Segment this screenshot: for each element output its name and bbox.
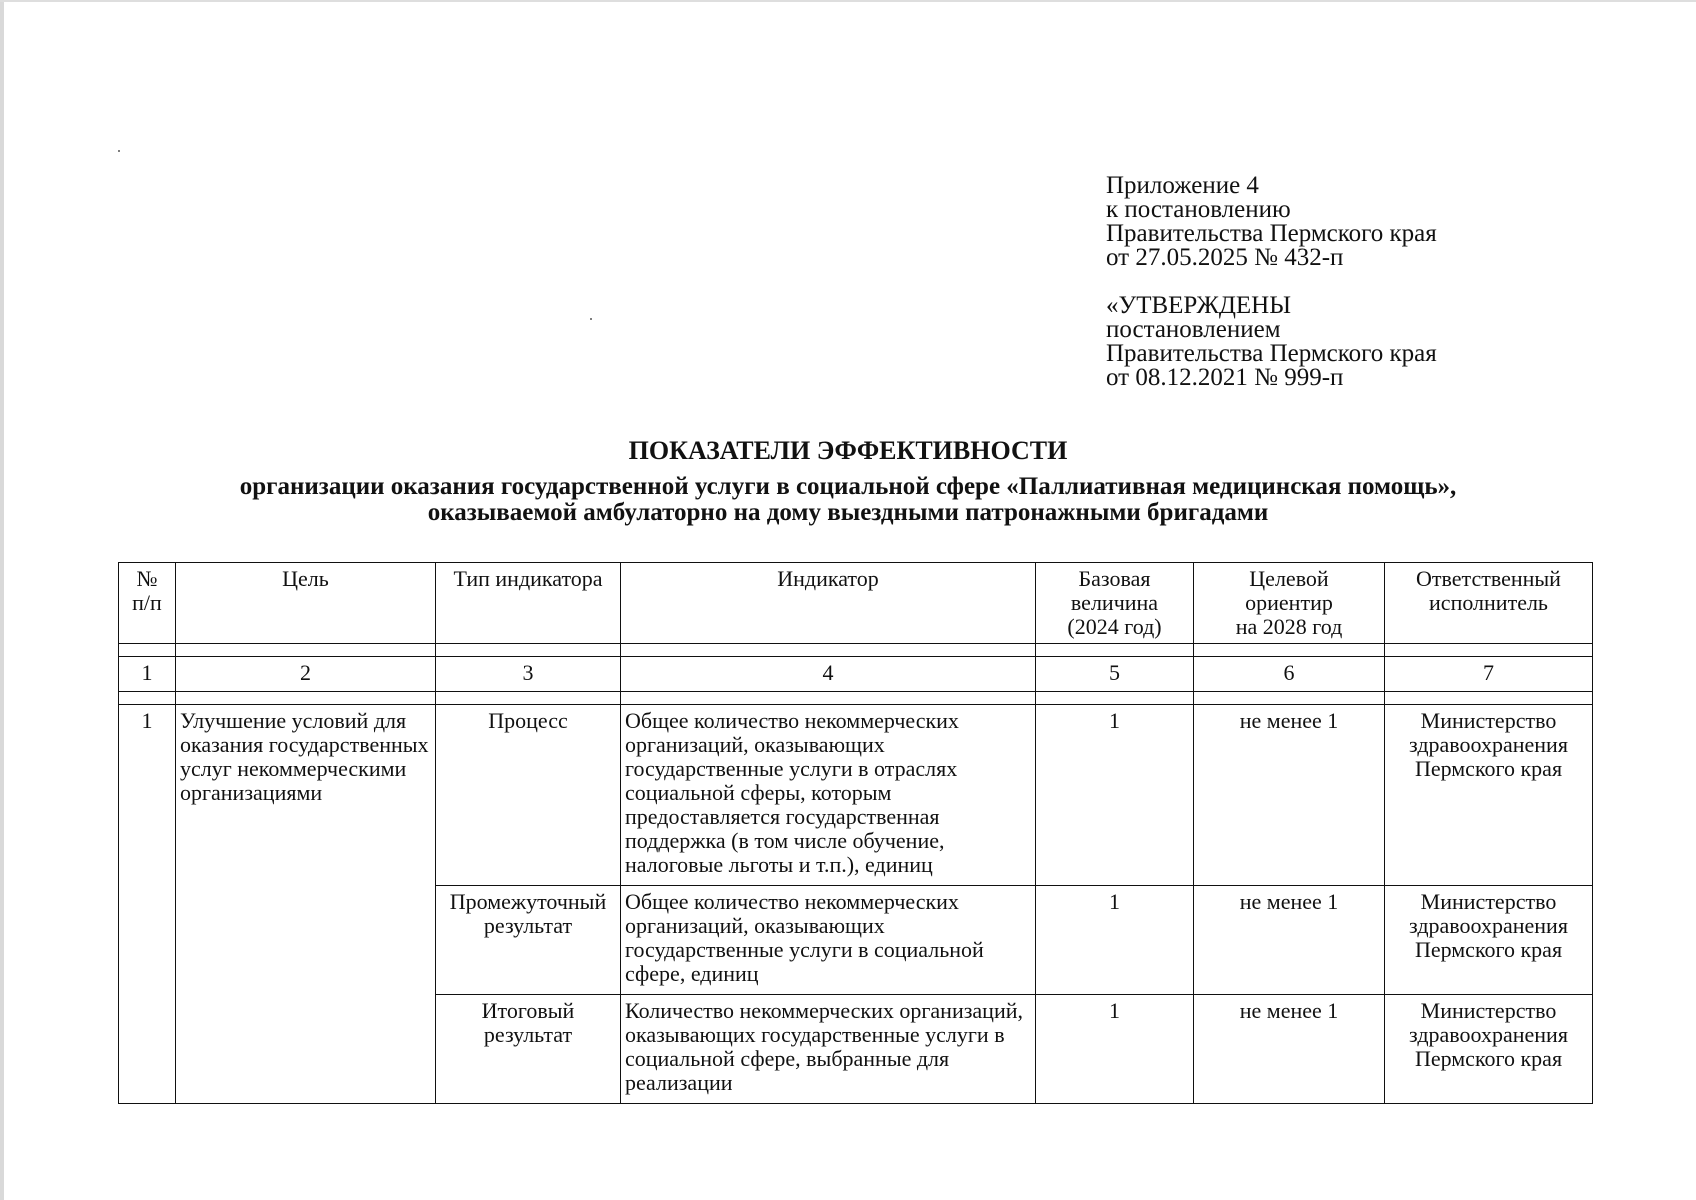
table-separator-row [119, 692, 1593, 705]
subtitle-line: организации оказания государственной услуги в социальной сфере «Паллиативная медицинская помощь», [239, 473, 1457, 500]
annex-block [1106, 174, 1437, 390]
column-number: 1 [119, 657, 176, 692]
annex-line: к постановлению [1106, 196, 1291, 223]
subtitle-line: оказываемой амбулаторно на дому выездными патронажными бригадами [427, 499, 1269, 526]
header-cell-target: Целевой ориентир на 2028 год [1194, 563, 1385, 644]
annex-line: Правительства Пермского края [1106, 220, 1437, 247]
indicator-cell: Общее количество некоммерческих организаций, оказывающих государственные услуги в отраслях социальной сферы, которым предоставляется государственная поддержка (в том числе обучение, налоговые льготы и т.п.), единиц [621, 705, 1036, 886]
target-cell: не менее 1 [1194, 995, 1385, 1104]
header-cell-goal: Цель [176, 563, 436, 644]
column-number: 6 [1194, 657, 1385, 692]
table-row [119, 705, 1593, 886]
indicator-type-cell: Процесс [436, 705, 621, 886]
executor-cell: Министерство здравоохранения Пермского края [1385, 705, 1593, 886]
column-number-row [119, 657, 1593, 692]
column-number: 7 [1385, 657, 1593, 692]
executor-cell: Министерство здравоохранения Пермского края [1385, 886, 1593, 995]
column-number: 3 [436, 657, 621, 692]
base-value-cell: 1 [1036, 995, 1194, 1104]
approval-line: постановлением [1106, 316, 1281, 343]
indicator-cell: Количество некоммерческих организаций, оказывающих государственные услуги в социальной сфере, выбранные для реализации [621, 995, 1036, 1104]
scan-speck [118, 150, 120, 152]
indicator-type-cell: Итоговый результат [436, 995, 621, 1104]
column-number: 2 [176, 657, 436, 692]
table-header-row [119, 563, 1593, 644]
header-cell-indicator-type: Тип индикатора [436, 563, 621, 644]
approval-line: Правительства Пермского края [1106, 340, 1437, 367]
scan-top-edge [0, 0, 1696, 2]
header-cell-number: № п/п [119, 563, 176, 644]
indicator-cell: Общее количество некоммерческих организаций, оказывающих государственные услуги в социальной сфере, единиц [621, 886, 1036, 995]
base-value-cell: 1 [1036, 886, 1194, 995]
base-value-cell: 1 [1036, 705, 1194, 886]
target-cell: не менее 1 [1194, 705, 1385, 886]
document-subtitle [0, 474, 1696, 526]
document-title: ПОКАЗАТЕЛИ ЭФФЕКТИВНОСТИ [628, 436, 1068, 465]
header-cell-base-value: Базовая величина (2024 год) [1036, 563, 1194, 644]
approval-line: от 08.12.2021 № 999-п [1106, 364, 1344, 391]
column-number: 5 [1036, 657, 1194, 692]
table-separator-row [119, 644, 1593, 657]
annex-line: Приложение 4 [1106, 172, 1259, 199]
scan-left-edge [0, 0, 4, 1200]
approval-line: «УТВЕРЖДЕНЫ [1106, 292, 1292, 319]
target-cell: не менее 1 [1194, 886, 1385, 995]
indicators-table [118, 562, 1593, 1104]
executor-cell: Министерство здравоохранения Пермского края [1385, 995, 1593, 1104]
scan-speck [590, 318, 592, 320]
header-cell-indicator: Индикатор [621, 563, 1036, 644]
indicator-type-cell: Промежуточный результат [436, 886, 621, 995]
header-cell-executor: Ответственный исполнитель [1385, 563, 1593, 644]
goal-cell: Улучшение условий для оказания государственных услуг некоммерческими организациями [176, 705, 436, 1104]
row-number-cell: 1 [119, 705, 176, 1104]
column-number: 4 [621, 657, 1036, 692]
annex-line: от 27.05.2025 № 432-п [1106, 244, 1344, 271]
